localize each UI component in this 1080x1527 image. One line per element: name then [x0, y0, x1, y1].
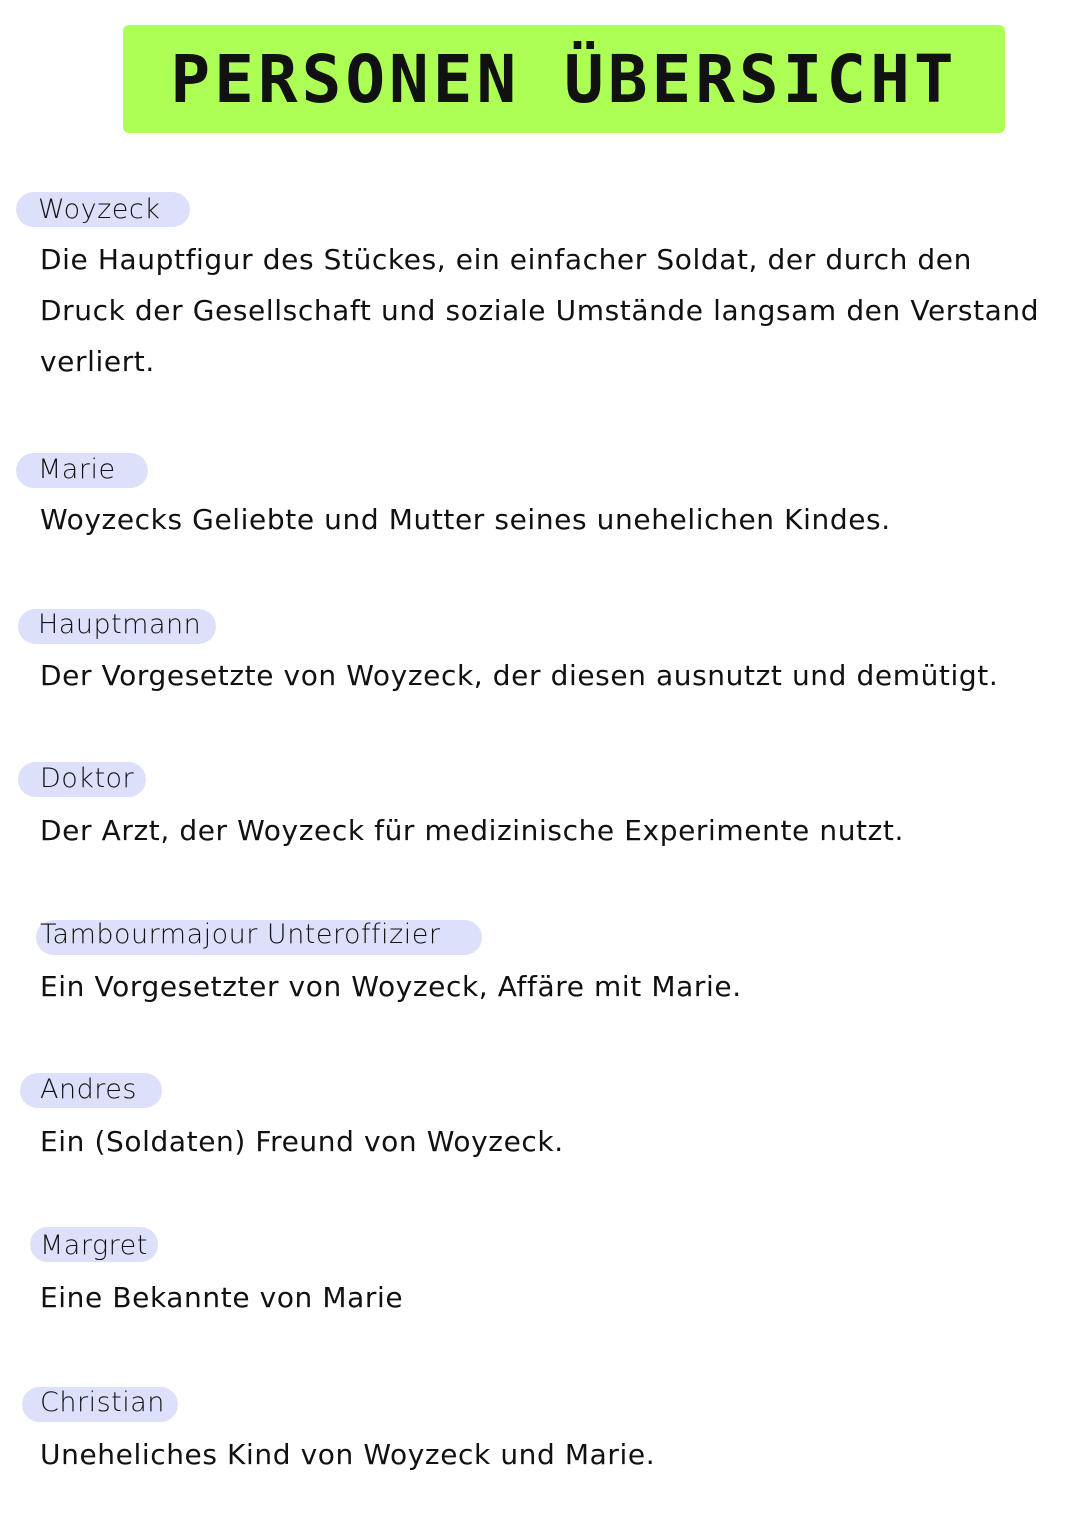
title-banner [123, 25, 1005, 133]
person-description: Ein Vorgesetzter von Woyzeck, Affäre mit Marie. [40, 970, 742, 1003]
person-description: Uneheliches Kind von Woyzeck und Marie. [40, 1438, 656, 1471]
person-description: Der Arzt, der Woyzeck für medizinische Experimente nutzt. [40, 814, 905, 847]
person-name: Woyzeck [38, 194, 161, 225]
person-name: Hauptmann [38, 609, 202, 640]
person-description: Der Vorgesetzte von Woyzeck, der diesen ausnutzt und demütigt. [40, 659, 999, 692]
person-description: Ein (Soldaten) Freund von Woyzeck. [40, 1125, 564, 1158]
person-description: Die Hauptfigur des Stückes, ein einfacher Soldat, der durch den Druck der Gesellschaft und soziale Umstände langsam den Verstand verliert. [40, 243, 1040, 378]
person-description: Eine Bekannte von Marie [40, 1281, 404, 1314]
person-description: Woyzecks Geliebte und Mutter seines unehelichen Kindes. [40, 503, 891, 536]
person-name: Andres [40, 1074, 137, 1105]
person-name: Margret [40, 1230, 148, 1261]
person-name: Marie [38, 454, 116, 485]
person-name: Doktor [40, 763, 135, 794]
person-name: Tambourmajour Unteroffizier [40, 919, 441, 950]
page-title: PERSONEN ÜBERSICHT [170, 40, 958, 118]
person-name: Christian [40, 1387, 165, 1418]
